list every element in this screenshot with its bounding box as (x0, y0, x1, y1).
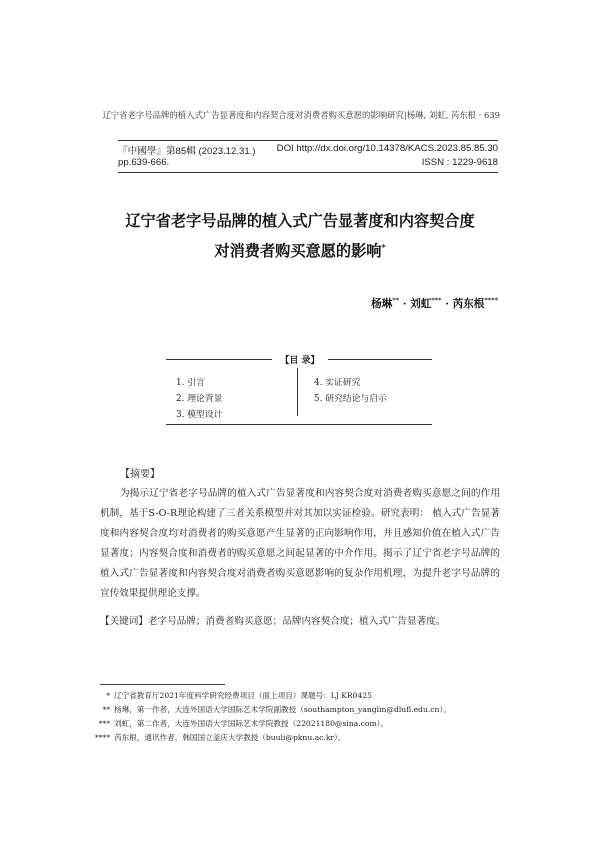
keywords-label: 【关键词】 (100, 616, 148, 627)
toc-item: 5. 研究结论与启示 (314, 394, 387, 404)
toc-item: 2. 理论背景 (176, 394, 223, 404)
author-separator: · (441, 298, 453, 310)
toc-item: 3. 模型设计 (176, 410, 223, 420)
paper-title-line-1: 辽宁省老字号品牌的植入式广告显著度和内容契合度 (125, 212, 475, 230)
footnote-mark: *** (98, 719, 110, 728)
footnote (76, 732, 345, 743)
author-separator: · (399, 298, 411, 310)
journal-name-issue: 『中國學』第85輯 (2023.12.31.) (118, 146, 256, 157)
abstract-heading: 【摘要】 (120, 469, 160, 480)
journal-info-row-1 (118, 143, 498, 157)
footnote-mark: * (106, 691, 110, 700)
footnote (76, 704, 451, 715)
footnote-rule (100, 684, 225, 685)
keywords-text: 老字号品牌；消费者购买意愿；品牌内容契合度；植入式广告显著度。 (147, 616, 446, 627)
footnote-text: 杨琳，第一作者，大连外国语大学国际艺术学院副教授（southampton_yanglin@dlufl.edu.cn）。 (114, 705, 451, 714)
footnote-mark: **** (94, 733, 110, 742)
running-head: 辽宁省老字号品牌的植入式广告显著度和内容契合度对消费者购买意愿的影响研究|杨琳, 刘虹, 芮东根 · 639 (102, 110, 500, 120)
author-2-mark: *** (431, 296, 442, 305)
author-1: 杨琳 (371, 298, 393, 310)
keywords (100, 613, 500, 627)
journal-pages: pp.639-666. (118, 157, 170, 168)
footnote-mark: ** (102, 705, 110, 714)
toc-item: 4. 实证研究 (314, 378, 361, 388)
toc-title: 【目 录】 (272, 353, 328, 366)
journal-info-bottom-rule (118, 172, 498, 173)
footnote-text: 刘虹，第二作者，大连外国语大学国际艺术学院教授（22021180@sina.com）。 (114, 719, 389, 728)
author-line (371, 296, 498, 311)
footnote (76, 690, 372, 701)
footnote-text: 芮东根，通讯作者，韩国国立釜庆大学教授（buuli@pknu.ac.kr）。 (114, 733, 346, 742)
paper-title-line-2: 对消费者购买意愿的影响* (214, 242, 386, 261)
abstract-text: 为揭示辽宁省老字号品牌的植入式广告显著度和内容契合度对消费者购买意愿之间的作用机制，基于S-O-R理论构建了三者关系模型并对其加以实证检验。研究表明： 植入式广告显著度和内容契合度均对消费者的购买意愿产生显著的正向影响作用，并且感知价值在植入式广告显著度；内容契合度和消费者的购买意愿之间起显著的中介作用。揭示了辽宁省老字号品牌的植入式广告显著度和内容契合度对消费者购买意愿影响的复杂作用机理，为提升老字号品牌的宣传效果提供理论支撑。 (100, 488, 500, 599)
paper-title (60, 208, 540, 264)
author-2: 刘虹 (410, 298, 432, 310)
author-3: 芮东根 (452, 298, 485, 310)
journal-issn: ISSN : 1229-9618 (421, 157, 498, 168)
journal-doi: DOI http://dx.doi.org/10.14378/KACS.2023.85.85.30 (276, 143, 498, 154)
footnote (76, 718, 388, 729)
author-3-mark: **** (484, 296, 498, 305)
toc-item: 1. 引言 (176, 378, 205, 388)
footnote-text: 辽宁省教育厅2021年度科学研究经费项目（面上项目）课题号：LJ KR0425 (114, 691, 372, 700)
journal-info-row-2 (118, 157, 498, 168)
toc-divider (297, 368, 298, 416)
journal-info-top-rule (118, 140, 498, 141)
title-footnote-mark: * (381, 242, 386, 252)
author-1-mark: ** (392, 296, 400, 305)
